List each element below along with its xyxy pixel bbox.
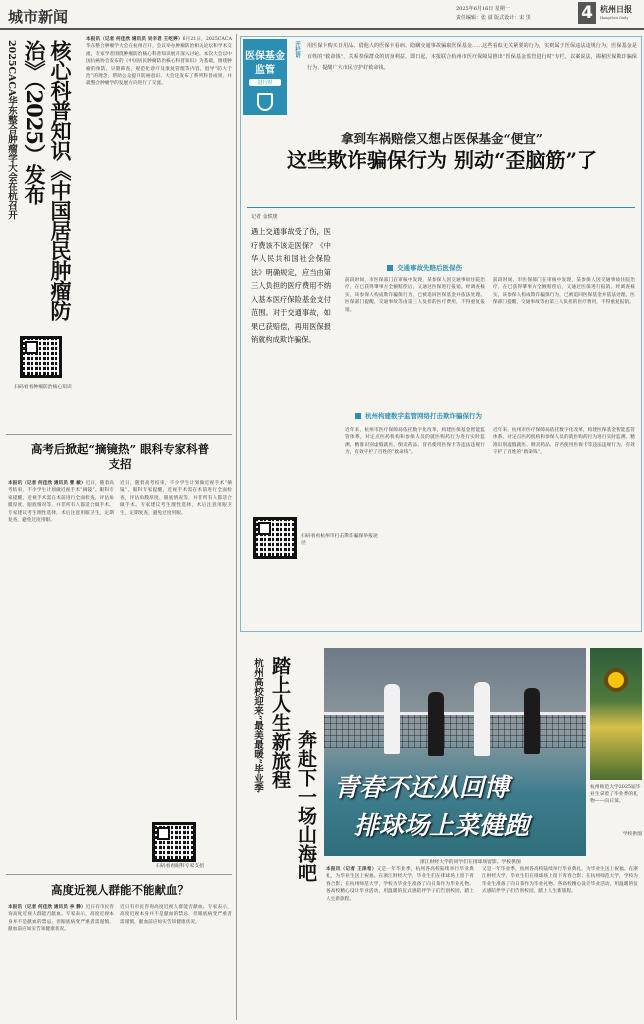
masthead	[0, 0, 644, 30]
graduation-headline-2: 奔赴下一场山海吧	[295, 730, 317, 882]
section1-title: 交通事故先赔后医保伤	[397, 264, 462, 272]
sunflower-caption: 杭州师范大学2025届毕业生拿着了毕业季的礼物——向日葵。	[590, 785, 641, 804]
column-label	[243, 39, 287, 115]
section1-marker-icon	[387, 265, 393, 271]
myopia-qr-caption: 扫码看看眼科专家支招	[156, 864, 204, 869]
masthead-rule	[0, 28, 644, 30]
cancer-byline: 本报讯（记者 何佳欣 通讯员 吴辛君 王屹婷）	[86, 37, 183, 42]
short-body-text: 近日有市民咨询高度近视人群能否献血。专家表示，高度近视本身并不是献血的禁忌，但眼底病变严重者需谨慎，献血前应如实告知健康状况。	[8, 905, 114, 933]
sunflower-figure	[604, 668, 628, 692]
section1-body-col-1	[345, 277, 485, 407]
fraud-rule	[247, 207, 635, 208]
fraud-qr-caption: 扫码看看杭州市打击欺诈骗保举报途径	[301, 534, 378, 546]
photo-brush-text-2: 排球场上菜健跑	[354, 811, 530, 840]
section2-title: 杭州构建数字监管网络打击欺诈骗保行为	[365, 412, 482, 420]
fraud-lead	[251, 225, 331, 525]
section2-marker-icon	[355, 413, 361, 419]
left-divider-1	[6, 434, 232, 435]
column-label-bottom: 监管	[255, 65, 275, 76]
column-tag: 开栏语	[294, 41, 300, 58]
cancer-kicker: 2025CACA华东整合肿瘤学大会在杭召开	[6, 40, 17, 220]
graduation-body-text: 又是一年毕业季，杭州各高校陆续举行毕业典礼，为毕业生送上祝福。在浙江财经大学，毕业生们在排球场上留下青春合影；在杭州师范大学，学校为毕业生准备了向日葵作为毕业礼物。各高校精心设计毕业活动，用温暖的仪式感陪伴学子们告别校园，踏上人生新旅程。	[326, 867, 474, 902]
fraud-kicker: 拿到车祸赔偿又想占医保基金“便宜”	[341, 131, 543, 146]
photo-brush-text-1: 青春不还从回博	[334, 773, 510, 802]
section2-title-bar	[345, 411, 635, 421]
graduation-kicker: 杭州高校迎来“最美最暖”毕业季	[252, 658, 263, 793]
cancer-body	[86, 36, 232, 430]
column-label-sub: 进行时	[249, 79, 281, 86]
fraud-qr-code	[253, 517, 297, 559]
fraud-intro: 用医保卡购买日用品、借他人的医保卡看病、隐瞒交通事故骗取医保基金……这些看似无关紧要的行为，实则属于医保违法违规行为。医保基金是百姓的“救命钱”，关系参保群众的切身利益。即日起，本报联合杭州市医疗保障局推出“医保基金监管进行时”专栏，以案说法，揭秘医保欺诈骗保行为，提醒广大市民守护好救命钱。	[307, 43, 637, 71]
shield-icon	[257, 93, 273, 111]
date-line: 2025年6月16日 星期一	[456, 6, 510, 12]
player-figure-4	[524, 688, 540, 754]
myopia-body-col-1	[8, 480, 114, 866]
graduation-body-text-cont: 又是一年毕业季，杭州各高校陆续举行毕业典礼，为毕业生送上祝福。在浙江财经大学，毕业生们在排球场上留下青春合影；在杭州师范大学，学校为毕业生准备了向日葵作为毕业礼物。各高校精心设计毕业活动，用温暖的仪式感陪伴学子们告别校园，踏上人生新旅程。	[482, 867, 638, 895]
fraud-lead-text: 遇上交通事故受了伤，医疗费该不该走医保？《中华人民共和国社会保险法》明确规定，应当由第三人负担的医疗费用不纳入基本医疗保险基金支付范围。对于交通事故，如果已获赔偿，再用医保报销就构成欺诈骗保。	[251, 227, 331, 344]
graduation-headline-1: 踏上人生新旅程	[269, 656, 291, 789]
player-figure-2	[428, 692, 444, 756]
sunflower-credit: 学校供图	[622, 832, 642, 837]
section2-body: 近年来，杭州市医疗保障局依托数字化改革，构建医保基金智能监管体系，对定点医药机构和参保人员的就医购药行为进行实时监测，精准识别虚假就医、倒卖药品、冒名使用医保卡等违法违规行为，有效守护了百姓的“救命钱”。	[345, 428, 485, 456]
short-body-text-cont: 近日有市民咨询高度近视人群能否献血。专家表示，高度近视本身并不是献血的禁忌，但眼底病变严重者需谨慎，献血前应如实告知健康状况。	[120, 905, 232, 925]
player-figure-3	[474, 682, 490, 756]
graduation-body-col-2	[482, 866, 638, 1020]
sunflower-photo	[590, 648, 642, 780]
short-body-col-2	[120, 904, 232, 1020]
cancer-qr-caption: 扫码看看肿瘤防治核心知识	[14, 385, 72, 390]
fraud-feature-frame	[240, 36, 642, 632]
left-divider-2	[6, 874, 232, 875]
section1-body: 前段时间，市医保部门在审核中发现，某参保人因交通事故住院治疗，在已获得肇事方全额赔偿后，又通过医保进行报销。经调查核实，该参保人构成欺诈骗保行为，已被追回医保基金并依法处理。医保部门提醒，交通事故等由第三人负担的医疗费用，不得重复报销。	[345, 278, 485, 313]
myopia-qr-code	[152, 822, 196, 862]
myopia-headline: 高考后掀起“摘镜热” 眼科专家科普支招	[30, 442, 210, 471]
graduation-body-col-1	[326, 866, 474, 1020]
volleyball-net	[324, 712, 586, 748]
fraud-headline	[261, 147, 623, 201]
volleyball-photo-caption: 浙江财经大学的同学们在排球场留影。学校供图	[420, 860, 521, 865]
myopia-body-col-2	[120, 480, 232, 800]
myopia-body-text-cont: 近日，随着高考结束，不少学生计划做近视手术“摘镜”。眼科专家提醒，近视手术需在术前进行全面检查，评估角膜厚度、眼底情况等，并非所有人都适合做手术。专家建议考生理性选择，术后注意用眼卫生，定期复查，避免过度用眼。	[120, 481, 232, 516]
paper-name: 杭州日报	[600, 4, 632, 14]
myopia-byline: 本报讯（记者 何佳欣 通讯员 曹 敏）	[8, 481, 86, 486]
paper-name-en: Hangzhou Daily	[600, 16, 629, 20]
section1-body-col-2	[493, 277, 635, 407]
cancer-body-text: 6月21日，2025CACA华东整合肿瘤学大会在杭州召开。会议举办肿瘤防治相关论坛和学术交流，专家学者围绕肿瘤防治核心科普知识展开深入讨论。本次大会以中国抗癌协会发布的《中国居民肿瘤防治核心科普知识》为基础，围绕肿瘤的预防、早期筛查、规范化诊疗及康复管理等内容，倡导“防大于治”的理念，帮助公众提升防癌意识。大会还发布了系列科普成果，并就整合肿瘤学的发展方向进行了交流。	[86, 37, 232, 87]
section-title: 城市新闻	[8, 8, 69, 26]
cancer-qr-code	[20, 336, 62, 378]
section1-title-bar	[345, 263, 635, 273]
center-divider	[236, 34, 237, 1020]
section2-body-col-2	[493, 427, 635, 627]
section2-body-cont: 近年来，杭州市医疗保障局依托数字化改革，构建医保基金智能监管体系，对定点医药机构和参保人员的就医购药行为进行实时监测，精准识别虚假就医、倒卖药品、冒名使用医保卡等违法违规行为，有效守护了百姓的“救命钱”。	[493, 428, 635, 456]
player-figure-1	[384, 684, 400, 754]
editor-line: 责任编辑：张 溢 版式设计：宋 里	[456, 15, 531, 21]
section1-body-cont: 前段时间，市医保部门在审核中发现，某参保人因交通事故住院治疗，在已获得肇事方全额赔偿后，又通过医保进行报销。经调查核实，该参保人构成欺诈骗保行为，已被追回医保基金并依法处理。医保部门提醒，交通事故等由第三人负担的医疗费用，不得重复报销。	[493, 278, 635, 306]
column-label-top: 医保基金	[245, 51, 285, 62]
short-body-col-1	[8, 904, 114, 1020]
short-byline: 本报讯（记者 何佳欣 通讯员 李 静）	[8, 905, 86, 910]
short-headline: 高度近视人群能不能献血？	[51, 883, 189, 897]
graduation-byline: 本报讯（记者 王泽希）	[326, 867, 377, 872]
fraud-byline: 记者 金轶琰	[251, 214, 278, 220]
cancer-headline: 核心科普知识《中国居民肿瘤防治》（2025）发布	[22, 40, 73, 320]
volleyball-photo	[324, 648, 586, 856]
myopia-body-text: 近日，随着高考结束，不少学生计划做近视手术“摘镜”。眼科专家提醒，近视手术需在术前进行全面检查，评估角膜厚度、眼底情况等，并非所有人都适合做手术。专家建议考生理性选择，术后注意用眼卫生，定期复查，避免过度用眼。	[8, 481, 114, 524]
page-number: 4	[578, 2, 596, 24]
section2-body-col-1	[345, 427, 485, 627]
fraud-headline-text: 这些欺诈骗保行为 别动“歪脑筋”了	[287, 148, 597, 172]
